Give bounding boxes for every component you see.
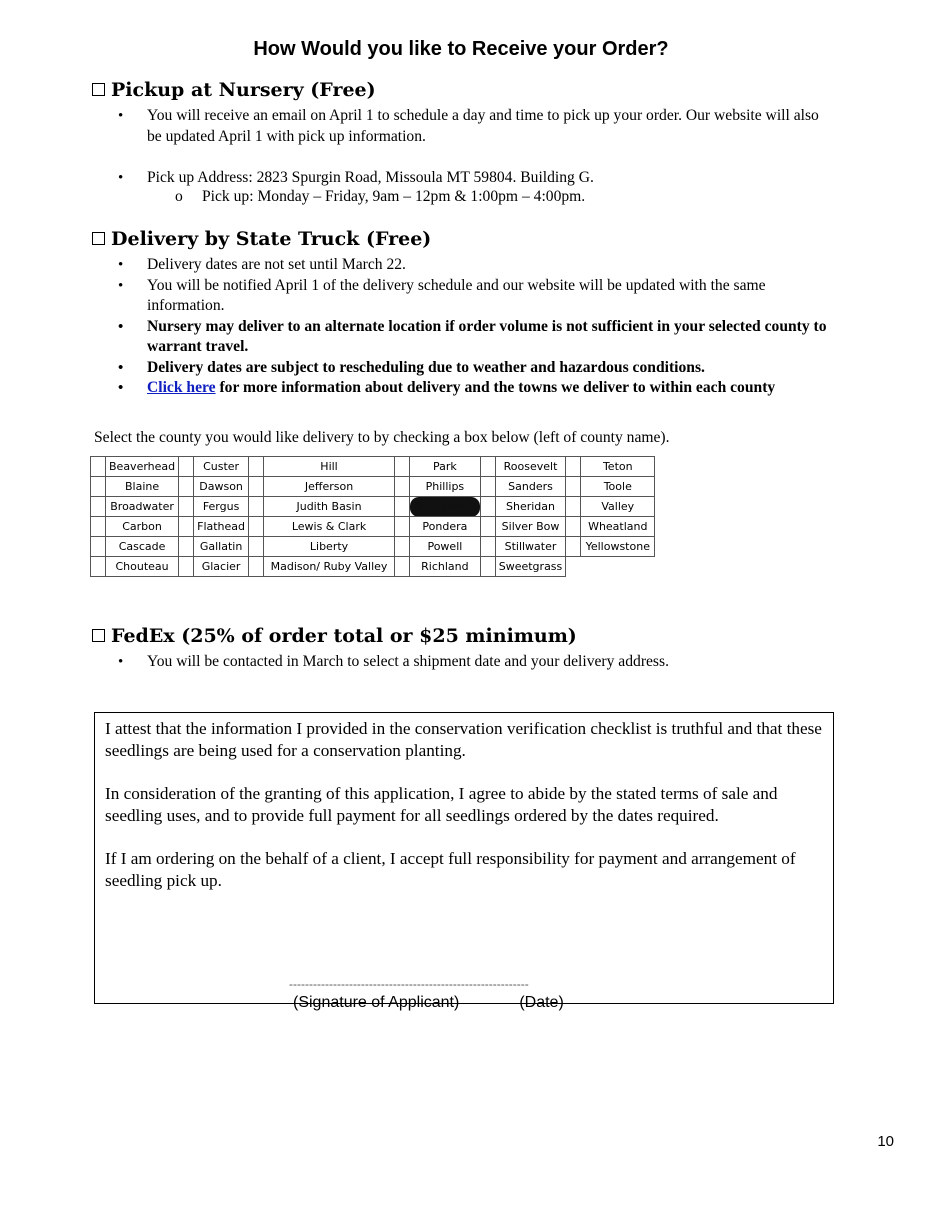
county-name: Silver Bow	[495, 517, 566, 537]
county-name: Sheridan	[495, 497, 566, 517]
page-title: How Would you like to Receive your Order?	[253, 38, 669, 60]
pickup-address-list	[118, 168, 830, 189]
county-row	[91, 457, 655, 477]
fedex-bullets	[118, 652, 830, 673]
county-checkbox[interactable]	[480, 457, 495, 477]
pickup-address: • Pick up Address: 2823 Spurgin Road, Missoula MT 59804. Building G.	[118, 168, 830, 189]
county-checkbox[interactable]	[249, 557, 264, 577]
county-checkbox[interactable]	[249, 497, 264, 517]
county-name: Liberty	[264, 537, 395, 557]
attest-paragraph: I attest that the information I provided in the conservation verification checklist is truthful and that these seedlings are being used for a conservation planting.	[105, 719, 822, 760]
county-checkbox[interactable]	[249, 517, 264, 537]
attest-paragraph: In consideration of the granting of this application, I agree to abide by the stated terms of sale and seedling uses, and to provide full payment for all seedlings ordered by the dates required.	[105, 784, 778, 825]
county-instructions: Select the county you would like delivery to by checking a box below (left of county name).	[94, 429, 670, 446]
fedex-bullet: • You will be contacted in March to select a shipment date and your delivery address.	[118, 652, 830, 673]
county-name: Park	[410, 457, 481, 477]
county-name: Jefferson	[264, 477, 395, 497]
county-name: Lewis & Clark	[264, 517, 395, 537]
page-number: 10	[877, 1133, 894, 1150]
county-row	[91, 497, 655, 517]
county-name: Plentywood	[410, 497, 481, 517]
county-name: Teton	[581, 457, 655, 477]
county-checkbox[interactable]	[480, 477, 495, 497]
pickup-option[interactable]	[92, 79, 376, 101]
pickup-hours: o Pick up: Monday – Friday, 9am – 12pm & 1:00pm – 4:00pm.	[175, 188, 586, 205]
county-name: Cascade	[106, 537, 179, 557]
county-row	[91, 477, 655, 497]
delivery-bullet: • Delivery dates are subject to rescheduling due to weather and hazardous conditions.	[118, 358, 830, 379]
county-name: Sweetgrass	[495, 557, 566, 577]
pickup-bullet: • You will receive an email on April 1 to schedule a day and time to pick up your order. Our website will also be updated April 1 with pick up information.	[118, 106, 830, 147]
county-checkbox[interactable]	[179, 497, 194, 517]
fedex-checkbox[interactable]	[92, 629, 105, 642]
county-name: Sanders	[495, 477, 566, 497]
attest-paragraph: If I am ordering on the behalf of a client, I accept full responsibility for payment and arrangement of seedling pick up.	[105, 849, 796, 890]
county-row	[91, 517, 655, 537]
county-name: Valley	[581, 497, 655, 517]
county-checkbox[interactable]	[91, 457, 106, 477]
county-checkbox[interactable]	[179, 537, 194, 557]
attestation-box	[94, 712, 834, 1011]
county-name: Powell	[410, 537, 481, 557]
county-checkbox[interactable]	[395, 457, 410, 477]
county-name: Broadwater	[106, 497, 179, 517]
county-row	[91, 557, 655, 577]
county-name: Beaverhead	[106, 457, 179, 477]
county-checkbox[interactable]	[91, 517, 106, 537]
county-checkbox[interactable]	[91, 497, 106, 517]
delivery-info-bullet	[118, 378, 830, 399]
delivery-heading: Delivery by State Truck (Free)	[111, 228, 432, 250]
delivery-bullet: • Nursery may deliver to an alternate location if order volume is not sufficient in your selected county to warrant travel.	[118, 317, 830, 358]
county-name: Madison/ Ruby Valley	[264, 557, 395, 577]
county-name: Stillwater	[495, 537, 566, 557]
county-name: Roosevelt	[495, 457, 566, 477]
county-name: Flathead	[194, 517, 249, 537]
pickup-heading: Pickup at Nursery (Free)	[111, 79, 376, 101]
county-checkbox[interactable]	[249, 537, 264, 557]
county-checkbox[interactable]	[395, 557, 410, 577]
county-checkbox[interactable]	[566, 517, 581, 537]
county-checkbox[interactable]	[91, 557, 106, 577]
delivery-option[interactable]	[92, 228, 431, 250]
county-name: Chouteau	[106, 557, 179, 577]
county-name: Gallatin	[194, 537, 249, 557]
pickup-hours-text: Pick up: Monday – Friday, 9am – 12pm & 1:00pm – 4:00pm.	[202, 188, 586, 205]
county-checkbox[interactable]	[179, 477, 194, 497]
county-checkbox[interactable]	[480, 497, 495, 517]
county-name: Richland	[410, 557, 481, 577]
county-name: Pondera	[410, 517, 481, 537]
county-name: Wheatland	[581, 517, 655, 537]
county-checkbox[interactable]	[179, 517, 194, 537]
county-checkbox[interactable]	[566, 537, 581, 557]
empty-cell	[581, 557, 655, 577]
county-name: Judith Basin	[264, 497, 395, 517]
date-label: (Date)	[519, 994, 564, 1011]
county-name: Glacier	[194, 557, 249, 577]
county-checkbox[interactable]	[91, 537, 106, 557]
signature-label: (Signature of Applicant)	[293, 994, 460, 1011]
county-checkbox[interactable]	[91, 477, 106, 497]
county-checkbox[interactable]	[249, 477, 264, 497]
county-name: Carbon	[106, 517, 179, 537]
county-table	[90, 456, 655, 577]
signature-labels	[293, 992, 564, 1014]
delivery-bullet: • Delivery dates are not set until March 22.	[118, 255, 830, 276]
county-checkbox[interactable]	[480, 557, 495, 577]
county-name: Blaine	[106, 477, 179, 497]
county-checkbox[interactable]	[179, 457, 194, 477]
county-name: Phillips	[410, 477, 481, 497]
county-checkbox[interactable]	[566, 497, 581, 517]
fedex-option[interactable]	[92, 625, 577, 647]
county-name: Hill	[264, 457, 395, 477]
fedex-heading: FedEx (25% of order total or $25 minimum)	[111, 625, 577, 647]
delivery-info-text: for more information about delivery and the towns we deliver to within each county	[215, 379, 776, 396]
county-checkbox[interactable]	[480, 537, 495, 557]
pickup-checkbox[interactable]	[92, 83, 105, 96]
pickup-bullets	[118, 106, 830, 147]
signature-line[interactable]: ------------------------------------------------------------	[289, 977, 529, 991]
county-name: Fergus	[194, 497, 249, 517]
delivery-checkbox[interactable]	[92, 232, 105, 245]
county-checkbox[interactable]	[395, 537, 410, 557]
empty-cell	[566, 557, 581, 577]
county-name: Custer	[194, 457, 249, 477]
county-checkbox[interactable]	[395, 477, 410, 497]
delivery-info-link[interactable]: Click here	[147, 379, 216, 396]
county-checkbox[interactable]	[249, 457, 264, 477]
delivery-bullet: • You will be notified April 1 of the delivery schedule and our website will be updated with the same information.	[118, 276, 830, 317]
county-name: Dawson	[194, 477, 249, 497]
county-name: Toole	[581, 477, 655, 497]
county-checkbox[interactable]	[566, 477, 581, 497]
county-checkbox[interactable]	[395, 497, 410, 517]
county-row	[91, 537, 655, 557]
county-checkbox[interactable]	[179, 557, 194, 577]
county-checkbox[interactable]	[480, 517, 495, 537]
county-checkbox[interactable]	[566, 457, 581, 477]
delivery-bullets	[118, 255, 830, 399]
county-name: Yellowstone	[581, 537, 655, 557]
county-checkbox[interactable]	[395, 517, 410, 537]
